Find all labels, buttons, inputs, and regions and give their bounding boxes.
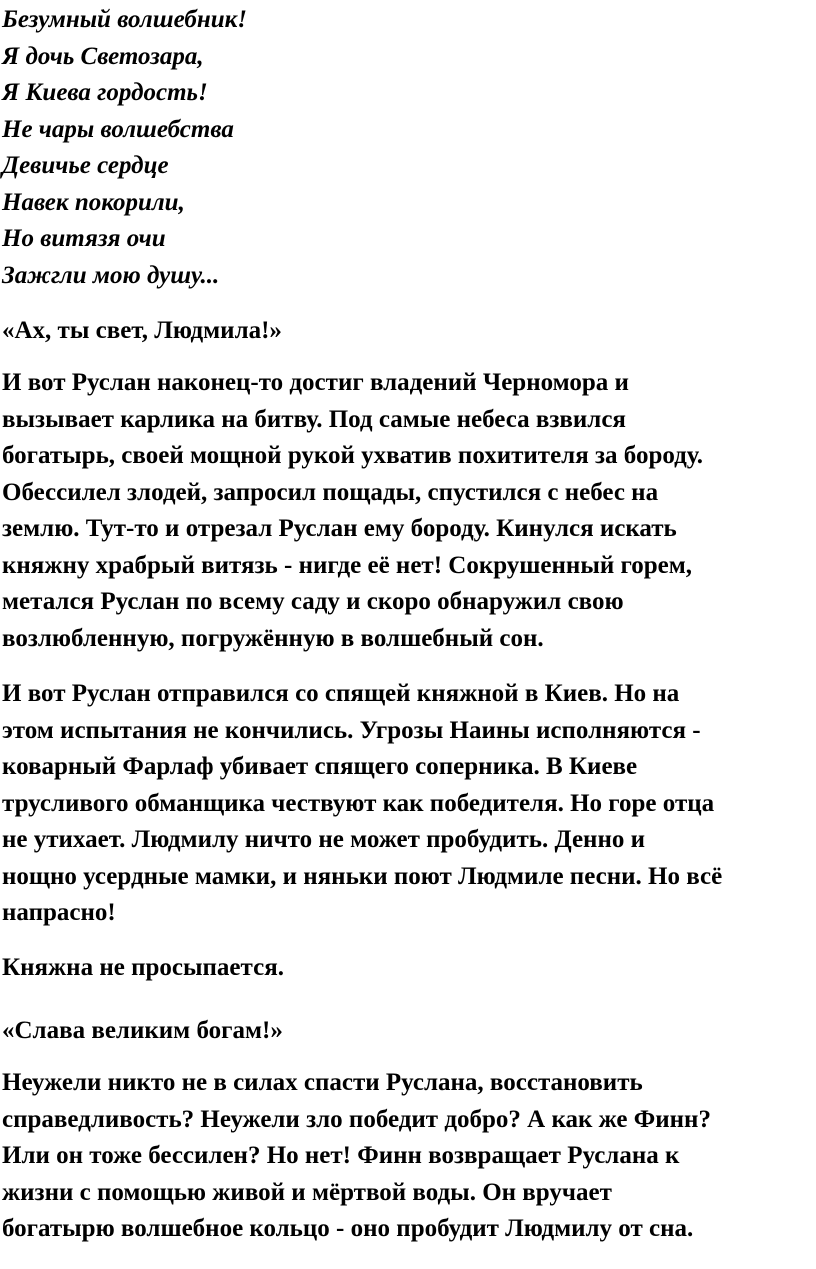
paragraph-line: вызывает карлика на битву. Под самые небеса взвился — [2, 405, 626, 433]
poem-line: Не чары волшебства — [2, 115, 234, 143]
paragraph-line: «Ах, ты свет, Людмила!» — [2, 317, 282, 344]
paragraph-princess-sleeps — [2, 950, 284, 987]
paragraph-line: «Слава великим богам!» — [2, 1017, 283, 1044]
poem-stanza — [2, 2, 247, 294]
paragraph-line: Или он тоже бессилен? Но нет! Финн возвращает Руслана к — [2, 1142, 680, 1169]
paragraph-line: метался Руслан по всему саду и скоро обнаружил свою — [2, 588, 624, 615]
paragraph-line: нощно усердные мамки, и няньки поют Людмиле песни. Но всё — [2, 862, 723, 890]
paragraph-line: этом испытания не кончились. Угрозы Наины исполняются - — [2, 716, 701, 744]
paragraph-line: Неужели никто не в силах спасти Руслана, восстановить — [2, 1069, 643, 1096]
paragraph-line: коварный Фарлаф убивает спящего соперника. В Киеве — [2, 753, 638, 780]
poem-line: Но витязя очи — [2, 225, 166, 252]
paragraph-line: Княжна не просыпается. — [2, 954, 284, 981]
paragraph-line: И вот Руслан отправился со спящей княжной в Киев. Но на — [2, 680, 680, 707]
poem-line: Я Киева гордость! — [2, 79, 208, 106]
quote-heading-glory — [2, 1013, 283, 1050]
paragraph-return-to-kiev — [2, 676, 722, 932]
paragraph-line: И вот Руслан наконец-то достиг владений Черномора и — [2, 369, 629, 396]
poem-line: Безумный волшебник! — [2, 6, 248, 33]
paragraph-chernomor-battle — [2, 365, 703, 657]
paragraph-line: богатырю волшебное кольцо - оно пробудит Людмилу от сна. — [2, 1215, 694, 1242]
paragraph-line: землю. Тут-то и отрезал Руслан ему бороду. Кинулся искать — [2, 515, 677, 542]
quote-heading-ludmila — [2, 313, 282, 350]
paragraph-line: напрасно! — [2, 899, 116, 926]
paragraph-line: княжну храбрый витязь - нигде её нет! Сокрушенный горем, — [2, 551, 693, 579]
poem-line: Навек покорили, — [2, 188, 185, 216]
paragraph-line: Обессилел злодей, запросил пощады, спустился с небес на — [2, 478, 659, 506]
paragraph-line: жизни с помощью живой и мёртвой воды. Он вручает — [2, 1178, 612, 1206]
paragraph-line: не утихает. Людмилу ничто не может пробудить. Денно и — [2, 826, 646, 853]
poem-line: Девичье сердце — [2, 152, 169, 179]
paragraph-line: возлюбленную, погружённую в волшебный сон. — [2, 624, 544, 652]
paragraph-line: справедливость? Неужели зло победит добро? А как же Финн? — [2, 1105, 711, 1133]
poem-line: Зажгли мою душу... — [2, 261, 220, 289]
paragraph-line: трусливого обманщика чествуют как победителя. Но горе отца — [2, 789, 715, 817]
poem-line: Я дочь Светозара, — [2, 42, 204, 70]
paragraph-line: богатырь, своей мощной рукой ухватив похитителя за бороду. — [2, 442, 704, 469]
paragraph-finn-rescue — [2, 1065, 711, 1248]
